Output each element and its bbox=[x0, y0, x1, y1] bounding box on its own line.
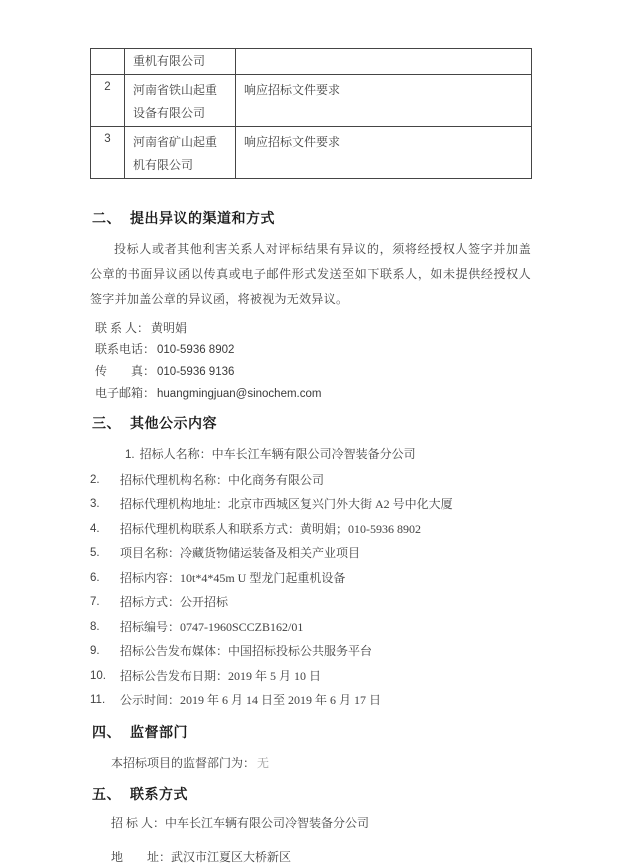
address-label: 地 址： bbox=[111, 849, 172, 864]
contact-label: 联 系 人： bbox=[95, 321, 150, 335]
supervision-value: 无 bbox=[257, 755, 270, 770]
heading-text: 联系方式 bbox=[130, 785, 188, 802]
heading-number: 五、 bbox=[92, 785, 121, 802]
heading-number: 二、 bbox=[92, 210, 121, 226]
cell-row-number: 3 bbox=[91, 127, 125, 179]
list-item-number: 8. bbox=[90, 620, 100, 633]
bidder-table bbox=[90, 48, 532, 179]
contact-email: huangmingjuan@sinochem.com bbox=[157, 388, 322, 400]
cell-bidder-name: 重机有限公司 bbox=[125, 49, 236, 75]
heading-number: 四、 bbox=[92, 723, 121, 740]
contact-email-line bbox=[95, 383, 531, 405]
contact-value: 010-5936 8902 bbox=[157, 344, 235, 356]
heading-text: 提出异议的渠道和方式 bbox=[130, 210, 275, 226]
list-item-text: 招标代理机构地址：北京市西城区复兴门外大街 A2 号中化大厦 bbox=[120, 497, 453, 511]
list-item-text: 招标代理机构名称：中化商务有限公司 bbox=[120, 472, 325, 487]
heading-number: 三、 bbox=[92, 415, 121, 431]
list-item-number: 9. bbox=[90, 645, 100, 657]
table-row bbox=[91, 49, 532, 75]
cell-row-number bbox=[91, 49, 125, 75]
list-item-text: 招标公告发布媒体：中国招标投标公共服务平台 bbox=[120, 644, 373, 658]
list-item bbox=[125, 442, 531, 468]
list-item bbox=[90, 664, 531, 689]
cell-response: 响应招标文件要求 bbox=[236, 127, 532, 179]
section-other-heading bbox=[92, 413, 531, 433]
contact-label: 联系电话： bbox=[95, 342, 156, 356]
list-item-number: 5. bbox=[90, 547, 100, 559]
cell-response: 响应招标文件要求 bbox=[236, 75, 532, 127]
list-item bbox=[90, 492, 531, 517]
tenderer-line bbox=[111, 813, 531, 834]
address-value: 武汉市江夏区大桥新区 bbox=[171, 849, 292, 864]
list-item-text: 公示时间：2019 年 6 月 14 日至 2019 年 6 月 17 日 bbox=[120, 693, 382, 707]
contact-phone-line bbox=[95, 339, 531, 361]
contact-fax-line bbox=[95, 361, 531, 383]
table-row bbox=[91, 127, 532, 179]
contact-person-line bbox=[95, 318, 531, 339]
list-item bbox=[90, 639, 531, 664]
contact-label: 传 真： bbox=[95, 364, 156, 378]
heading-text: 其他公示内容 bbox=[130, 415, 217, 431]
objection-paragraph: 投标人或者其他利害关系人对评标结果有异议的，须将经授权人签字并加盖公章的书面异议函以传真或电子邮件形式发送至如下联系人，如未提供经授权人签字并加盖公章的异议函，将被视为无效异议。 bbox=[90, 242, 531, 306]
supervision-line bbox=[111, 751, 531, 775]
list-item-number: 6. bbox=[90, 571, 100, 584]
list-item-number: 11. bbox=[90, 694, 106, 706]
cell-bidder-name: 河南省铁山起重设备有限公司 bbox=[125, 75, 236, 127]
contact-value: 010-5936 9136 bbox=[157, 366, 235, 378]
table-row bbox=[91, 75, 532, 127]
list-item-number: 7. bbox=[90, 596, 100, 608]
list-item bbox=[90, 590, 531, 615]
list-item-number: 10. bbox=[90, 669, 106, 682]
list-item bbox=[90, 541, 531, 566]
heading-text: 监督部门 bbox=[130, 723, 188, 740]
list-item-text: 招标方式：公开招标 bbox=[120, 595, 229, 609]
list-item bbox=[90, 615, 531, 640]
list-item-text: 招标编号：0747-1960SCCZB162/01 bbox=[120, 619, 304, 634]
list-item-text: 招标公告发布日期：2019 年 5 月 10 日 bbox=[120, 668, 322, 683]
list-item bbox=[90, 566, 531, 591]
cell-bidder-name: 河南省矿山起重机有限公司 bbox=[125, 127, 236, 179]
cell-row-number: 2 bbox=[91, 75, 125, 127]
list-item-text: 招标代理机构联系人和联系方式：黄明娟；010-5936 8902 bbox=[120, 521, 421, 536]
list-item-number: 2. bbox=[90, 473, 100, 486]
section-objection-heading bbox=[92, 208, 531, 228]
list-item-text: 招标内容：10t*4*45m U 型龙门起重机设备 bbox=[120, 570, 346, 585]
list-item-number: 3. bbox=[90, 498, 100, 510]
list-item-number: 4. bbox=[90, 522, 100, 535]
list-item-text: 项目名称：冷藏货物储运装备及相关产业项目 bbox=[120, 546, 361, 560]
address-line bbox=[111, 847, 531, 868]
list-item bbox=[90, 517, 531, 542]
tenderer-value: 中车长江车辆有限公司冷智装备分公司 bbox=[165, 815, 370, 830]
contact-value: 黄明娟 bbox=[151, 321, 188, 335]
list-item-text: 招标人名称：中车长江车辆有限公司冷智装备分公司 bbox=[139, 447, 416, 461]
section-supervision-heading bbox=[92, 722, 531, 742]
contact-label: 电子邮箱： bbox=[95, 386, 156, 400]
cell-response bbox=[236, 49, 532, 75]
list-item bbox=[90, 688, 531, 713]
section-contact-heading bbox=[92, 784, 531, 804]
other-info-list bbox=[90, 442, 531, 713]
list-item bbox=[90, 468, 531, 493]
list-item-number: 1. bbox=[125, 449, 135, 461]
tenderer-label: 招 标 人： bbox=[111, 815, 166, 830]
supervision-label: 本招标项目的监督部门为： bbox=[111, 755, 256, 770]
